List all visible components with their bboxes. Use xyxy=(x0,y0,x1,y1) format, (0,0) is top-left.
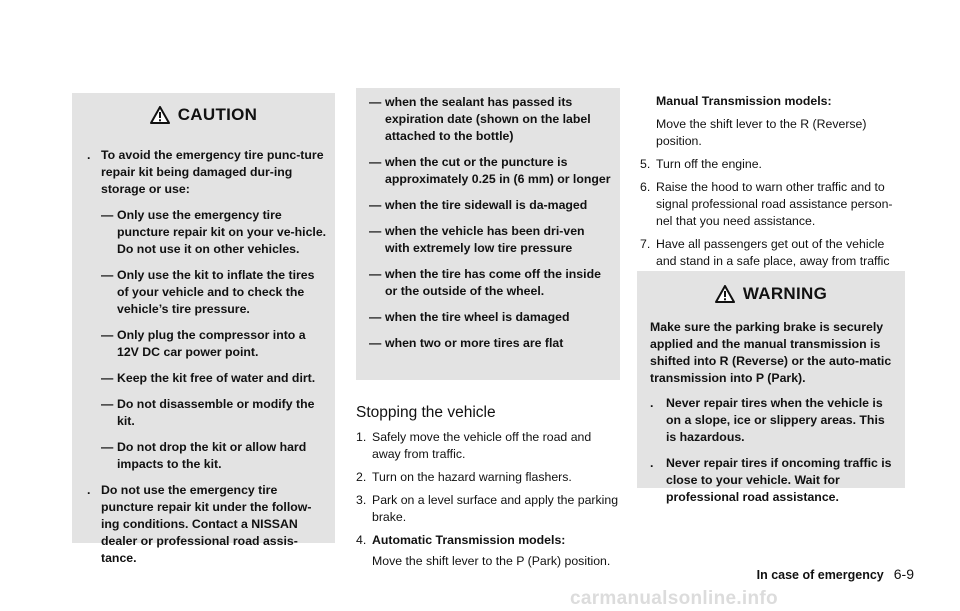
caution-condition-text: when the sealant has passed its expiration date (shown on the label attached to the bottle) xyxy=(385,95,591,143)
caution-condition xyxy=(369,266,611,300)
caution-condition-text: when the tire sidewall is da-maged xyxy=(385,198,588,212)
caution-bullet-2-text: Do not use the emergency tire puncture repair kit under the follow-ing conditions. Contact a NISSAN dealer or professional road assis-tance. xyxy=(101,483,312,565)
warning-triangle-icon xyxy=(150,106,170,124)
step-text: Raise the hood to warn other traffic and to signal professional road assistance person-nel that you need assistance. xyxy=(656,180,893,228)
dash-marker: — xyxy=(369,336,382,350)
caution-condition xyxy=(369,309,611,326)
caution-subitem-text: Only use the kit to inflate the tires of your vehicle and to check the vehicle’s tire pressure. xyxy=(117,268,315,316)
step-text: Park on a level surface and apply the parking brake. xyxy=(372,493,619,524)
caution-content xyxy=(87,147,327,576)
step-number: 6. xyxy=(640,180,651,194)
footer-section-title: In case of emergency xyxy=(756,568,884,582)
step-text: Automatic Transmission models: xyxy=(372,533,566,547)
warning-intro: Make sure the parking brake is securely applied and the manual transmission is shifted into R (Reverse) or the auto-matic transmission into P (Park). xyxy=(650,320,892,385)
caution-title-row xyxy=(72,105,335,125)
caution-subitem-text: Do not drop the kit or allow hard impacts to the kit. xyxy=(117,440,307,471)
step-text: Have all passengers get out of the vehicle and stand in a safe place, away from traffic xyxy=(656,237,890,268)
caution-condition xyxy=(369,94,611,145)
dash-marker: — xyxy=(369,198,382,212)
caution-subitem xyxy=(87,267,327,318)
warning-title-row xyxy=(637,284,905,304)
caution-bullet-1 xyxy=(87,147,327,198)
dash-marker: — xyxy=(369,155,382,169)
warning-bullet-text: Never repair tires if oncoming traffic is close to your vehicle. Wait for professional road assistance. xyxy=(666,456,892,504)
caution-condition-text: when the tire wheel is damaged xyxy=(385,310,570,324)
bullet-marker: . xyxy=(650,456,654,470)
step-4-detail: Move the shift lever to the P (Park) position. xyxy=(372,554,611,568)
watermark: carmanualsonline.info xyxy=(570,588,778,609)
caution-bullet-1-text: To avoid the emergency tire punc-ture repair kit being damaged dur-ing storage or use: xyxy=(101,148,324,196)
warning-bullet xyxy=(650,455,896,506)
dash-marker: — xyxy=(369,95,382,109)
caution-condition xyxy=(369,154,611,188)
bullet-marker: . xyxy=(87,483,91,497)
stopping-section xyxy=(356,404,622,570)
caution-condition-text: when the tire has come off the inside or the outside of the wheel. xyxy=(385,267,601,298)
step-number: 4. xyxy=(356,533,367,547)
caution-bullet-2 xyxy=(87,482,327,567)
right-column xyxy=(640,93,906,293)
dash-marker: — xyxy=(101,440,114,454)
step-item xyxy=(640,156,906,173)
caution-condition xyxy=(369,197,611,214)
step-number: 1. xyxy=(356,430,367,444)
dash-marker: — xyxy=(101,397,114,411)
caution-condition-text: when the cut or the puncture is approximately 0.25 in (6 mm) or longer xyxy=(385,155,611,186)
bullet-marker: . xyxy=(87,148,91,162)
dash-marker: — xyxy=(101,268,114,282)
step-item xyxy=(640,179,906,230)
caution-condition xyxy=(369,335,611,352)
step-item xyxy=(356,532,622,549)
step-text: Safely move the vehicle off the road and away from traffic. xyxy=(372,430,592,461)
step-number: 3. xyxy=(356,493,367,507)
caution-subitem xyxy=(87,370,327,387)
warning-box xyxy=(637,271,905,504)
caution-subitem-text: Keep the kit free of water and dirt. xyxy=(117,371,316,385)
dash-marker: — xyxy=(101,371,114,385)
caution-subitem xyxy=(87,207,327,258)
dash-marker: — xyxy=(101,328,114,342)
caution-box xyxy=(72,93,335,565)
step-text: Turn on the hazard warning flashers. xyxy=(372,470,572,484)
warning-bullet-text: Never repair tires when the vehicle is on a slope, ice or slippery areas. This is hazardous. xyxy=(666,396,885,444)
bullet-marker: . xyxy=(650,396,654,410)
caution-continued-content xyxy=(369,94,611,361)
dash-marker: — xyxy=(369,310,382,324)
caution-subitem xyxy=(87,439,327,473)
dash-marker: — xyxy=(101,208,114,222)
step-number: 5. xyxy=(640,157,651,171)
caution-subitem-text: Only plug the compressor into a 12V DC car power point. xyxy=(117,328,306,359)
manual-transmission-label: Manual Transmission models: xyxy=(656,94,832,108)
warning-content xyxy=(650,319,896,515)
warning-title: WARNING xyxy=(742,284,828,303)
manual-transmission-detail: Move the shift lever to the R (Reverse) position. xyxy=(656,117,867,148)
caution-title: CAUTION xyxy=(177,105,258,124)
caution-condition-text: when the vehicle has been dri-ven with extremely low tire pressure xyxy=(385,224,585,255)
warning-bullet xyxy=(650,395,896,446)
caution-condition xyxy=(369,223,611,257)
caution-continued-box xyxy=(356,88,620,380)
step-item xyxy=(356,429,622,463)
step-number: 2. xyxy=(356,470,367,484)
warning-triangle-icon xyxy=(715,285,735,303)
caution-subitem xyxy=(87,396,327,430)
caution-condition-text: when two or more tires are flat xyxy=(385,336,564,350)
step-number: 7. xyxy=(640,237,651,251)
page-footer xyxy=(757,566,914,582)
dash-marker: — xyxy=(369,267,382,281)
step-item xyxy=(356,469,622,486)
page-number: 6-9 xyxy=(893,566,914,582)
step-text: Turn off the engine. xyxy=(656,157,762,171)
caution-subitem xyxy=(87,327,327,361)
caution-subitem-text: Do not disassemble or modify the kit. xyxy=(117,397,315,428)
step-item xyxy=(356,492,622,526)
section-heading: Stopping the vehicle xyxy=(356,404,496,421)
dash-marker: — xyxy=(369,224,382,238)
caution-subitem-text: Only use the emergency tire puncture repair kit on your ve-hicle. Do not use it on other vehicles. xyxy=(117,208,327,256)
